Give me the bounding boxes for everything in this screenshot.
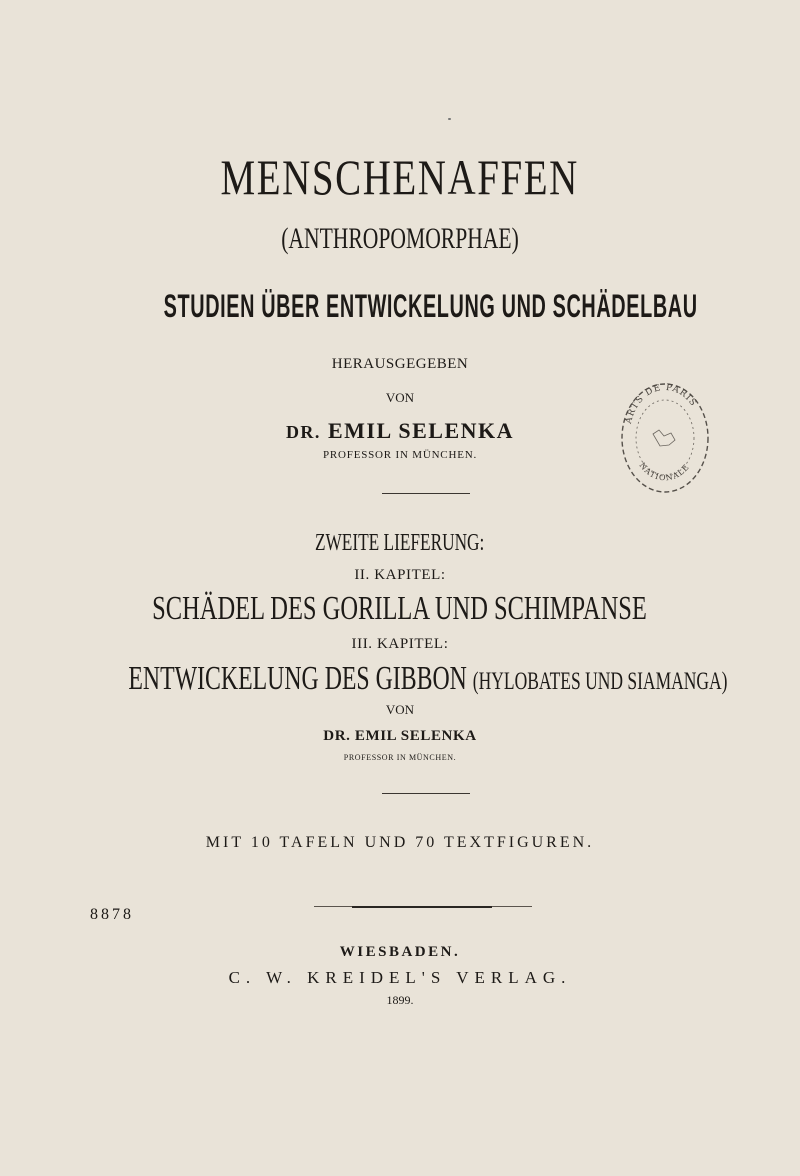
book-subtitle: (ANTHROPOMORPHAE) bbox=[281, 222, 519, 255]
author2-line bbox=[0, 728, 800, 745]
delivery-label: ZWEITE LIEFERUNG: bbox=[315, 530, 485, 556]
year: 1899. bbox=[386, 993, 414, 1007]
divider-rule-2 bbox=[382, 793, 470, 794]
author2-name: EMIL SELENKA bbox=[354, 728, 477, 744]
chapter2-title: SCHÄDEL DES GORILLA UND SCHIMPANSE bbox=[152, 590, 648, 627]
chapter2-label: II. KAPITEL: bbox=[354, 567, 446, 583]
chapter3-title-main: ENTWICKELUNG DES GIBBON bbox=[128, 660, 467, 697]
author-name: EMIL SELENKA bbox=[327, 418, 515, 443]
svg-text:NATIONALE: NATIONALE bbox=[637, 460, 692, 483]
author2-position: PROFESSOR IN MÜNCHEN. bbox=[343, 753, 457, 762]
chapter3-title bbox=[0, 660, 800, 698]
publisher: C. W. KREIDEL'S VERLAG. bbox=[228, 968, 572, 987]
study-title: STUDIEN ÜBER ENTWICKELUNG UND SCHÄDELBAU bbox=[163, 288, 698, 324]
author-prefix: DR. bbox=[285, 422, 321, 442]
library-stamp bbox=[618, 376, 712, 498]
print-speck bbox=[448, 118, 451, 120]
author2-prefix: DR. bbox=[323, 728, 351, 744]
divider-rule bbox=[382, 493, 470, 494]
place: WIESBADEN. bbox=[339, 944, 461, 960]
plates-note: MIT 10 TAFELN UND 70 TEXTFIGUREN. bbox=[205, 834, 595, 851]
author-position: PROFESSOR IN MÜNCHEN. bbox=[322, 449, 478, 461]
chapter3-title-paren: (HYLOBATES UND SIAMANGA) bbox=[472, 668, 728, 695]
by-label: VON bbox=[385, 390, 415, 405]
svg-text:ARTS DE PARIS: ARTS DE PARIS bbox=[623, 382, 699, 425]
chapter3-label: III. KAPITEL: bbox=[351, 636, 449, 652]
by-label-2: VON bbox=[385, 702, 415, 717]
edited-label: HERAUSGEGEBEN bbox=[331, 356, 469, 372]
shelf-number: 8878 bbox=[90, 906, 134, 923]
book-title: MENSCHENAFFEN bbox=[220, 149, 580, 205]
imprint-rule-center bbox=[352, 906, 492, 908]
